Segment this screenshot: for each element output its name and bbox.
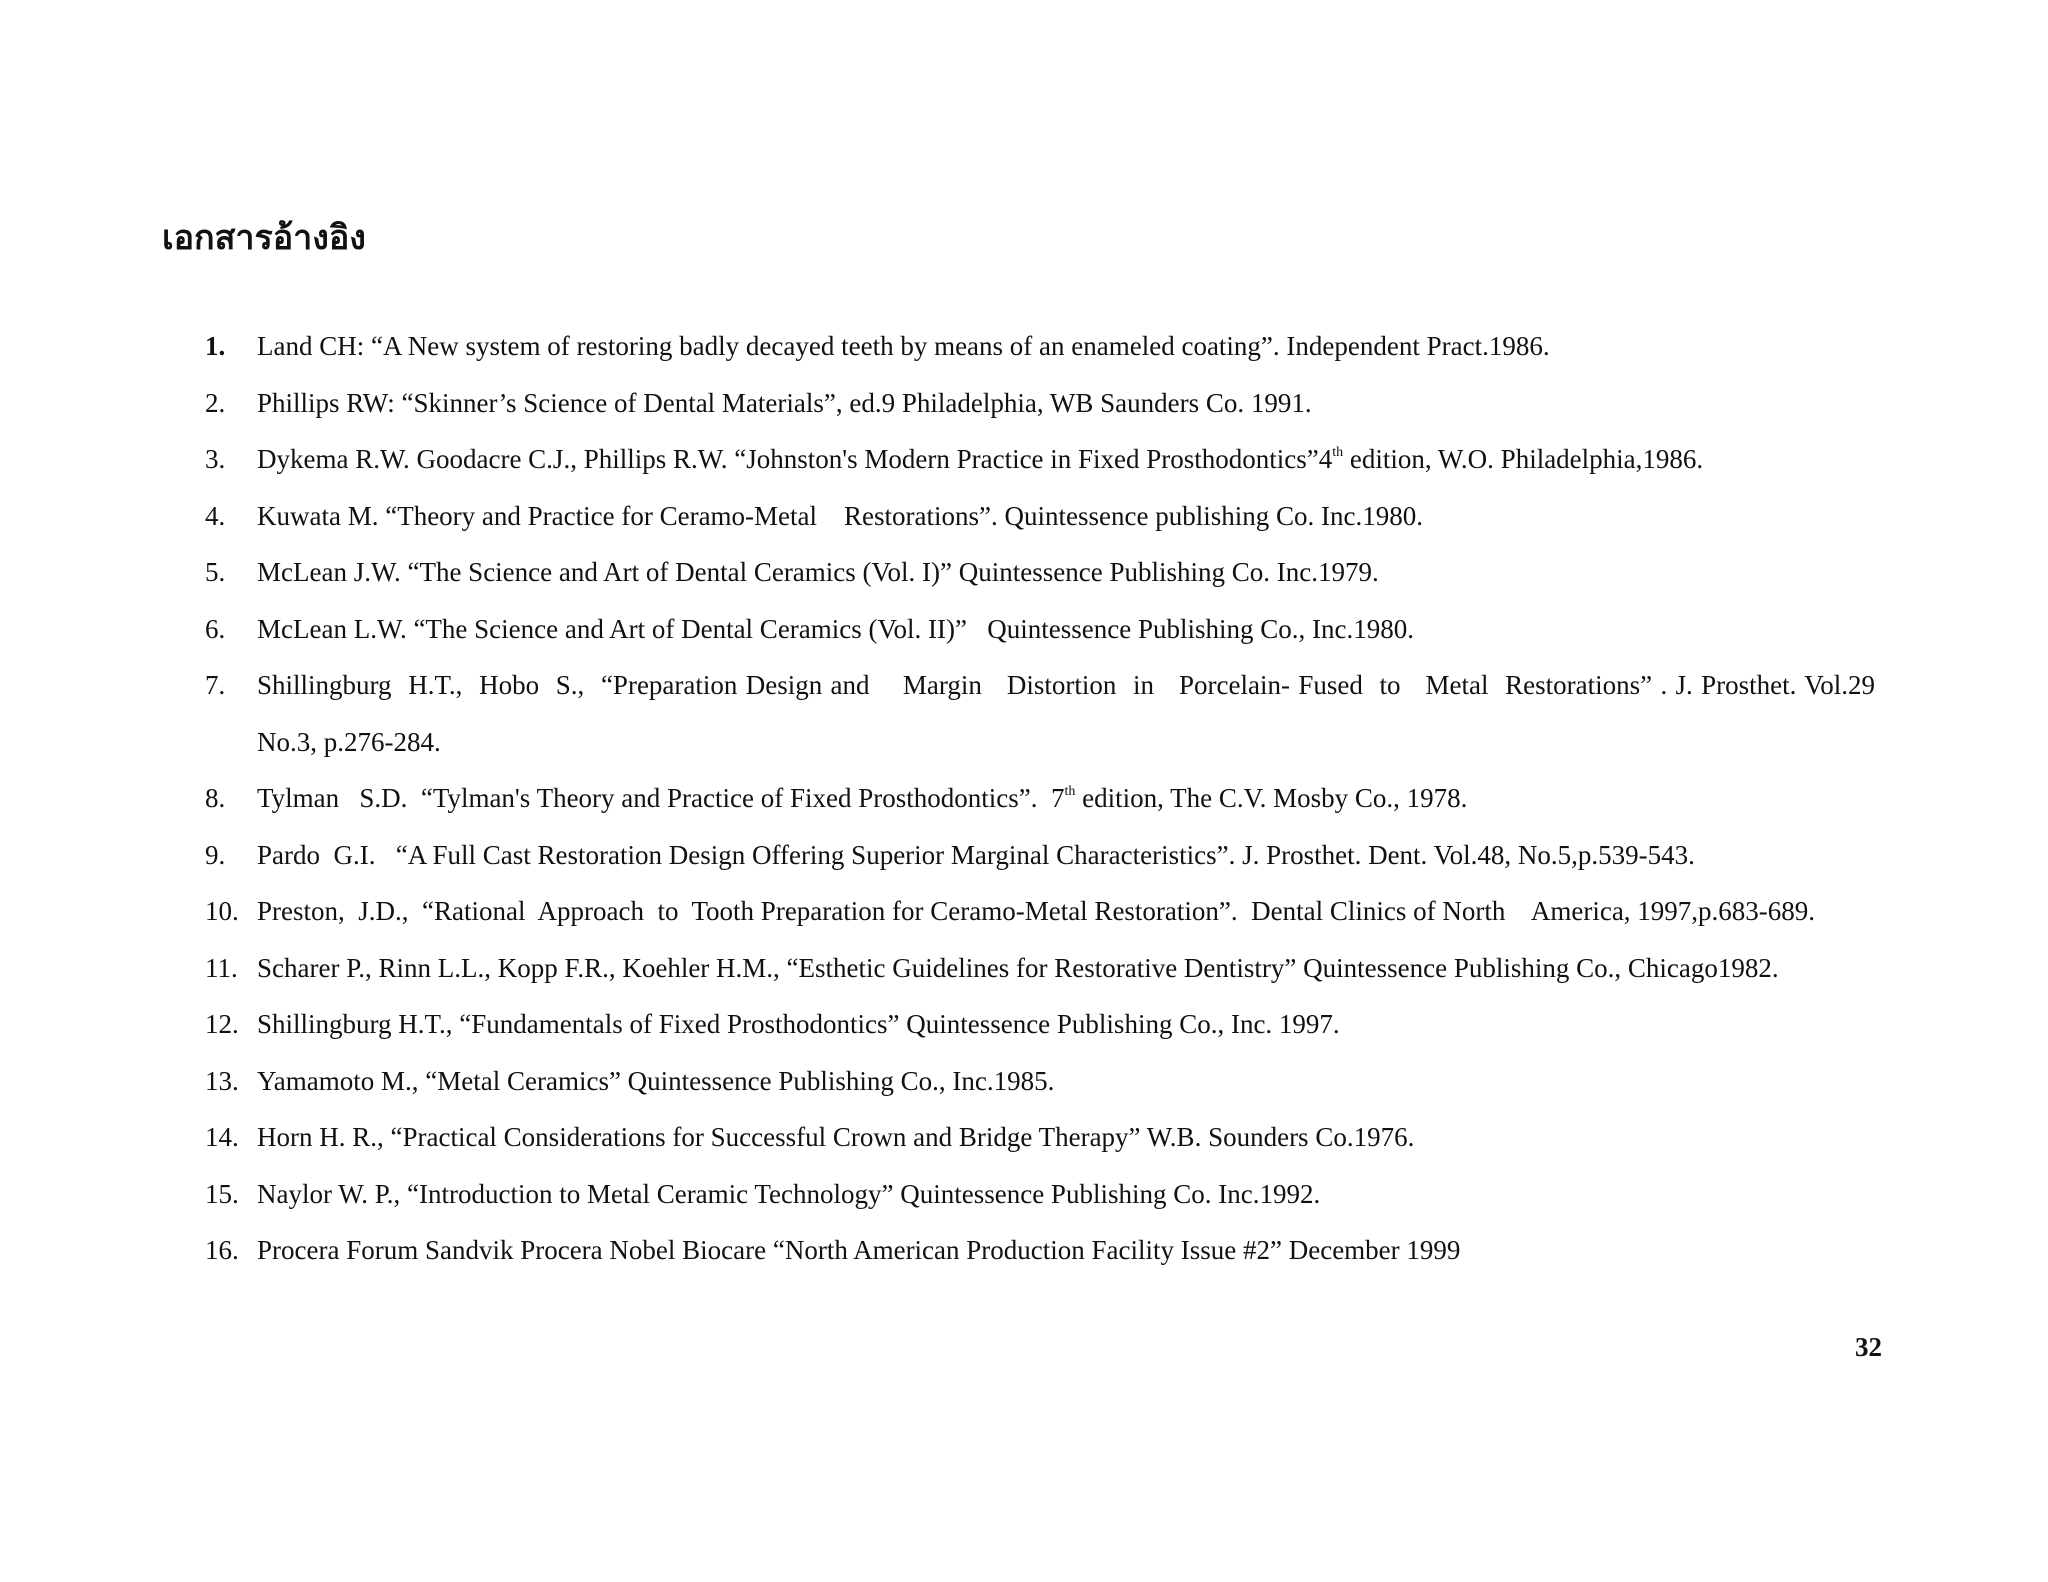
reference-text: Land CH: “A New system of restoring badly decayed teeth by means of an enameled coating”. Independent Pract.1986. [257,331,1550,361]
reference-number: 5. [205,557,226,587]
reference-text: McLean J.W. “The Science and Art of Dental Ceramics (Vol. I)” Quintessence Publishing Co. Inc.1979. [257,557,1379,587]
reference-item [205,488,1875,545]
reference-number: 3. [205,444,226,474]
reference-text: Phillips RW: “Skinner’s Science of Dental Materials”, ed.9 Philadelphia, WB Saunders Co. 1991. [257,387,1312,418]
reference-text: Procera Forum Sandvik Procera Nobel Biocare “North American Production Facility Issue #2” December 1999 [257,1235,1461,1265]
reference-text: Scharer P., Rinn L.L., Kopp F.R., Koehler H.M., “Esthetic Guidelines for Restorative Dentistry” Quintessence Publishing Co., Chicago1982. [257,952,1779,983]
reference-item [205,375,1875,432]
reference-item [205,1166,1875,1223]
reference-item [205,318,1875,375]
reference-item [205,601,1875,658]
page-heading: เอกสารอ้างอิง [162,218,366,258]
reference-item [205,827,1875,884]
reference-text: Pardo G.I. “A Full Cast Restoration Design Offering Superior Marginal Characteristics”. J. Prosthet. Dent. Vol.48, No.5,p.539-543. [257,839,1695,870]
reference-list [205,318,1882,1279]
reference-item [205,544,1875,601]
superscript: th [1064,784,1076,799]
reference-number: 9. [205,839,226,870]
reference-item [205,1053,1875,1110]
reference-text: Yamamoto M., “Metal Ceramics” Quintessence Publishing Co., Inc.1985. [257,1065,1055,1096]
reference-item [205,940,1875,997]
reference-number: 15. [205,1178,239,1209]
page-number: 32 [1855,1332,1882,1362]
reference-number: 16. [205,1235,239,1265]
reference-text: Dykema R.W. Goodacre C.J., Phillips R.W. “Johnston's Modern Practice in Fixed Prosthodontics”4th edition, W.O. Philadelphia,1986. [257,444,1704,474]
reference-number: 7. [205,670,226,700]
reference-number: 12. [205,1009,239,1039]
reference-number: 10. [205,896,239,926]
reference-item [205,770,1875,827]
reference-number: 11. [205,952,238,983]
reference-text: Shillingburg H.T., Hobo S., “Preparation Design and Margin Distortion in Porcelain- Fused to Metal Restorations” . J. Prosthet. Vol.29 No.3, p.276-284. [257,670,1882,757]
reference-number: 6. [205,613,226,644]
reference-text: McLean L.W. “The Science and Art of Dental Ceramics (Vol. II)” Quintessence Publishing Co., Inc.1980. [257,613,1414,644]
reference-number: 13. [205,1065,239,1096]
superscript: th [1332,445,1344,460]
reference-item [205,431,1875,488]
reference-item [205,996,1875,1053]
reference-number: 8. [205,783,226,813]
reference-text: Naylor W. P., “Introduction to Metal Ceramic Technology” Quintessence Publishing Co. Inc.1992. [257,1178,1321,1209]
reference-text: Shillingburg H.T., “Fundamentals of Fixed Prosthodontics” Quintessence Publishing Co., Inc. 1997. [257,1009,1340,1039]
reference-number: 2. [205,387,226,418]
reference-text: Kuwata M. “Theory and Practice for Ceramo-Metal Restorations”. Quintessence publishing Co. Inc.1980. [257,500,1423,531]
reference-number: 1. [205,331,226,361]
reference-item [205,1109,1875,1166]
reference-number: 4. [205,500,226,531]
reference-text: Tylman S.D. “Tylman's Theory and Practice of Fixed Prosthodontics”. 7th edition, The C.V. Mosby Co., 1978. [257,783,1468,813]
reference-text: Preston, J.D., “Rational Approach to Tooth Preparation for Ceramo-Metal Restoration”. Dental Clinics of North America, 1997,p.683-689. [257,896,1816,926]
reference-item [205,883,1875,940]
reference-number: 14. [205,1122,239,1152]
reference-item [205,1222,1875,1279]
reference-item [205,657,1882,770]
reference-text: Horn H. R., “Practical Considerations for Successful Crown and Bridge Therapy” W.B. Sounders Co.1976. [257,1122,1415,1152]
